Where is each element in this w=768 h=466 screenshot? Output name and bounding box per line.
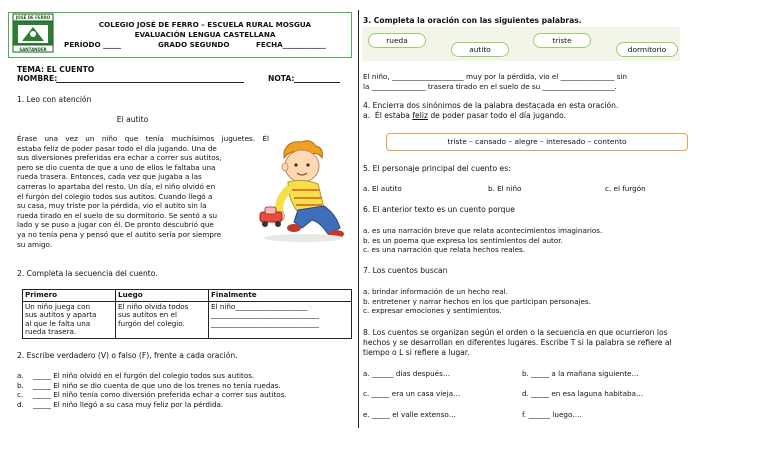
question-4-sentence	[363, 111, 566, 121]
logo-bottom-text: SANTANDER	[19, 46, 47, 52]
date-field[interactable]: FECHA____________	[256, 40, 326, 49]
school-name: COLEGIO JOSÉ DE FERRO – ESCUELA RURAL MOSGUA	[98, 20, 312, 29]
item-text: _____ El niño tenía como diversión preferida echar a correr sus autitos.	[33, 390, 287, 400]
list-item[interactable]	[17, 400, 347, 410]
story-line: lado y se puso a jugar con él. De pronto descubrió que	[17, 220, 214, 230]
word-pill-rueda: rueda	[368, 33, 426, 48]
story-title: El autito	[116, 115, 149, 124]
q8-item-d[interactable]: d. _____ en esa laguna habitaba…	[522, 389, 644, 398]
item-text: _____ El niño se dio cuenta de que uno de los trenes no tenía ruedas.	[33, 380, 281, 390]
q6-option[interactable]: b. es un poema que expresa los sentimientos del autor.	[363, 235, 563, 245]
q8-item-a[interactable]: a. ______ días después…	[363, 369, 451, 378]
story-line: ya no tenía pena y pensó que el autito sería por siempre	[17, 229, 222, 239]
period-field[interactable]: PERÍODO _____	[64, 40, 122, 49]
cell-line: ______________________________	[211, 311, 319, 320]
table-cell-finally[interactable]	[209, 301, 352, 338]
sequence-table	[22, 289, 352, 339]
table-header: Finalmente	[209, 290, 352, 302]
question-1: 1. Leo con atención	[17, 95, 92, 104]
table-header: Luego	[116, 290, 209, 302]
question-5: 5. El personaje principal del cuento es:	[363, 164, 511, 173]
logo-top-text: JOSÉ DE FERRO	[15, 14, 51, 20]
q7-options	[363, 287, 591, 316]
list-item[interactable]	[17, 371, 347, 381]
question-2: 2. Completa la secuencia del cuento.	[17, 269, 158, 278]
cell-line: al que le falta una	[25, 318, 91, 328]
theme-label: TEMA: EL CUENTO	[17, 65, 95, 74]
question-8	[363, 328, 685, 358]
item-letter: c.	[17, 390, 24, 400]
q5-option-a[interactable]: a. El autito	[363, 184, 402, 193]
sentence-part: de poder pasar todo el día jugando.	[427, 111, 567, 120]
story-text	[17, 134, 269, 249]
question-3-true-false: 2. Escribe verdadero (V) o falso (F), frente a cada oración.	[17, 351, 238, 360]
q7-option[interactable]: c. expresar emociones y sentimientos.	[363, 306, 502, 316]
cell-line: rueda trasera.	[25, 327, 77, 337]
story-line: rueda trasera. Entonces, cada vez que jugaba a las	[17, 172, 202, 182]
column-divider	[358, 10, 359, 428]
fill-sentence-line-1[interactable]: El niño, ____________________ muy por la pérdida, vio el _______________ sin	[363, 72, 628, 81]
q6-option[interactable]: a. es una narración breve que relata acontecimientos imaginarios.	[363, 226, 603, 235]
cell-line: ______________________________	[211, 319, 319, 328]
grade-input-line[interactable]	[294, 82, 340, 83]
question-3: 3. Completa la oración con las siguientes palabras.	[363, 16, 582, 25]
list-item[interactable]	[17, 381, 347, 391]
table-cell-first	[23, 301, 116, 338]
story-line: su casa, muy triste por la pérdida, vio el autito sin la	[17, 201, 207, 211]
story-line: Érase una vez un niño que tenía muchísimos juguetes. Él	[17, 134, 269, 143]
cell-line: El niño____________________	[211, 302, 308, 311]
item-text: _____ El niño llegó a su casa muy feliz por la pérdida.	[33, 399, 224, 409]
q5-option-c[interactable]: c. el furgón	[605, 184, 646, 193]
cell-line: sus autitos en el	[118, 310, 178, 320]
word-pill-triste: triste	[533, 33, 591, 48]
name-input-line[interactable]	[56, 82, 244, 83]
evaluation-title: EVALUACIÓN LENGUA CASTELLANA	[134, 30, 276, 39]
word-pill-autito: autito	[451, 42, 509, 57]
name-label: NOMBRE:	[17, 74, 58, 83]
q6-option[interactable]: c. es una narración que relata hechos reales.	[363, 245, 526, 255]
synonyms-box[interactable]: triste – cansado – alegre – interesado – contento	[386, 133, 688, 151]
highlighted-word: feliz	[412, 111, 428, 120]
q7-option[interactable]: a. brindar información de un hecho real.	[363, 287, 508, 296]
fill-sentence-line-2[interactable]: la _______________ trasera tirado en el suelo de su ____________________.	[363, 82, 617, 91]
q7-option[interactable]: b. entretener y narrar hechos en los que participan personajes.	[363, 296, 591, 306]
story-line: su amigo.	[17, 239, 53, 249]
cell-line: sus autitos y aparta	[25, 310, 97, 320]
cell-line: El niño olvida todos	[118, 301, 189, 311]
true-false-list	[17, 371, 347, 409]
question-6: 6. El anterior texto es un cuento porque	[363, 205, 515, 214]
item-letter: a.	[17, 371, 24, 380]
question-7: 7. Los cuentos buscan	[363, 266, 448, 275]
q8-item-b[interactable]: b. _____ a la mañana siguiente…	[522, 369, 639, 378]
story-line: el furgón del colegio todos sus autitos. Cuando llegó a	[17, 191, 213, 201]
word-pill-dormitorio: dormitorio	[616, 42, 678, 57]
grade-label: GRADO SEGUNDO	[158, 40, 230, 49]
q8-item-f[interactable]: f. ______ luego….	[522, 410, 582, 419]
table-cell-then	[116, 301, 209, 338]
item-letter: b.	[17, 380, 24, 390]
story-line: sus diversiones preferidas era echar a correr sus autitos,	[17, 153, 222, 163]
q8-line: tiempo o L si refiere a lugar.	[363, 348, 470, 357]
sentence-part: a. Él estaba	[363, 111, 413, 120]
item-letter: d.	[17, 399, 24, 409]
list-item[interactable]	[17, 390, 347, 400]
cell-line: Un niño juega con	[25, 301, 91, 311]
q5-option-b[interactable]: b. El niño	[488, 184, 522, 193]
item-text: _____ El niño olvidó en el furgón del colegio todos sus autitos.	[33, 371, 255, 380]
table-header: Primero	[23, 290, 116, 302]
q8-line: hechos y se desarrollan en diferentes lugares. Escribe T si la palabra se refiere al	[363, 338, 672, 347]
q8-item-e[interactable]: e. _____ el valle extenso…	[363, 410, 456, 419]
cell-line: furgón del colegio.	[118, 318, 185, 328]
q6-options	[363, 226, 602, 255]
story-line: carreras lo apartaba del resto. Un día, el niño olvidó en	[17, 181, 216, 191]
story-line: pero se dio cuenta de que a uno de ellos le faltaba una	[17, 162, 216, 172]
question-4: 4. Encierra dos sinónimos de la palabra destacada en esta oración.	[363, 101, 619, 110]
story-line: estaba feliz de poder pasar todo el día jugando. Una de	[17, 143, 217, 153]
q8-item-c[interactable]: c. _____ era un casa vieja…	[363, 389, 461, 398]
story-line: rueda tirado en el suelo de su dormitorio. Se sentó a su	[17, 210, 218, 220]
boy-with-car-illustration	[258, 138, 350, 244]
grade-score-label: NOTA:	[268, 74, 295, 83]
q8-line: 8. Los cuentos se organizan según el orden o la secuencia en que ocurrieron los	[363, 328, 668, 337]
